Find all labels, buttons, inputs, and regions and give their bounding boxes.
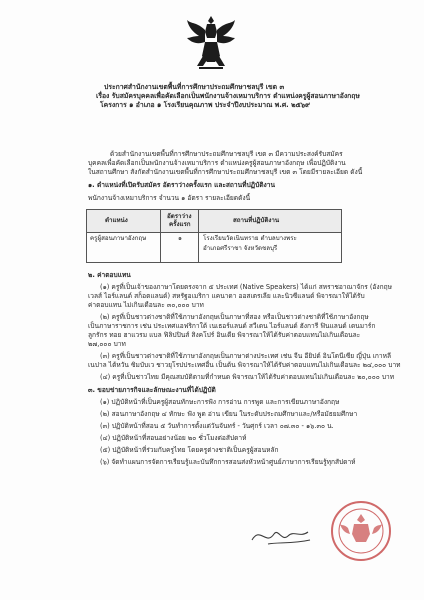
duty-line: (๔) ปฏิบัติหน้าที่สอนอย่างน้อย ๒๐ ชั่วโมงต่อสัปดาห์ xyxy=(100,434,247,442)
official-seal-icon xyxy=(330,500,392,562)
duty-line: (๓) ปฏิบัติหน้าที่สอน ๕ วันทำการตั้งแต่วันจันทร์ - วันศุกร์ เวลา ๐๗.๓๐ - ๑๖.๓๐ น. xyxy=(100,422,334,430)
compensation-line: ลูกรักร ทอย ฮาแวรม แบล ฟิลิปปินส์ สิงคโปร์ อินเดีย พิจารณาให้ได้รับค่าตอบแทนไม่เกินเดือนละ xyxy=(88,331,361,339)
intro-line: บุคคลเพื่อคัดเลือกเป็นพนักงานจ้างเหมาบริการ ตำแหน่งครูผู้สอนภาษาอังกฤษ เพื่อปฏิบัติงาน xyxy=(88,159,346,167)
section-3-title: ๓. ขอบข่ายภารกิจและลักษณะงานที่ได้ปฏิบัติ xyxy=(88,386,216,394)
compensation-line: เป็นภาษาราชการ เช่น ประเทศแอฟริกาใต้ เนเธอร์แลนด์ สวีเดน ไอร์แลนด์ ฮังการี ฟินแลนด์ เดนมาร์ก xyxy=(88,322,376,330)
section-1-title: ๑. ตำแหน่งที่เปิดรับสมัคร อัตราว่างครั้งแรก และสถานที่ปฏิบัติงาน xyxy=(88,181,275,189)
compensation-line: ๒๗,๐๐๐ บาท xyxy=(88,340,126,348)
announcement-project: โครงการ ๑ อำเภอ ๑ โรงเรียนคุณภาพ ประจำปีงบประมาณ พ.ศ. ๒๕๖๙ xyxy=(100,101,311,109)
table-header-position: ตำแหน่ง xyxy=(105,217,128,224)
duty-line: (๕) ปฏิบัติหน้าที่ร่วมกับครูไทย โดยครูต่างชาติเป็นครูผู้สอนหลัก xyxy=(100,446,279,454)
section-1-subtitle: พนักงานจ้างเหมาบริการ จำนวน ๑ อัตรา รายละเอียดดังนี้ xyxy=(88,194,251,202)
table-cell-count: ๑ xyxy=(178,235,182,242)
intro-line: ในสถานศึกษา สังกัดสำนักงานเขตพื้นที่การศึกษาประถมศึกษาชลบุรี เขต ๓ โดยมีรายละเอียด ดังนี้ xyxy=(88,168,363,176)
table-header-vacancy: อัตราว่าง xyxy=(167,213,192,220)
vacancy-table xyxy=(86,209,342,263)
duty-line: (๑) ปฏิบัติหน้าที่เป็นครูผู้สอนทักษะการฟัง การอ่าน การพูด และการเขียนภาษาอังกฤษ xyxy=(100,398,340,406)
compensation-line: (๒) ครูที่เป็นชาวต่างชาติที่ใช้ภาษาอังกฤษเป็นภาษาที่สอง หรือเป็นชาวต่างชาติที่ใช้ภาษาอังกฤษ xyxy=(100,313,369,321)
compensation-line: เนปาล ไต้หวัน ซิมบับเว ชาวยุโรปประเทศอื่น เป็นต้น พิจารณาให้ได้รับค่าตอบแทนไม่เกินเดือนละ ๒๔,๐๐๐ บาท xyxy=(88,361,401,369)
table-header-vacancy: ครั้งแรก xyxy=(169,221,191,228)
table-cell-workplace: โรงเรียนวัดเนินทราย ตำบลบางพระ xyxy=(203,235,297,242)
compensation-line: (๔) ครูที่เป็นชาวไทย มีคุณสมบัติตามที่กำหนด พิจารณาให้ได้รับค่าตอบแทนไม่เกินเดือนละ ๒๐,๐๐๐ บาท xyxy=(100,373,395,381)
table-cell-workplace: อำเภอศรีราชา จังหวัดชลบุรี xyxy=(203,245,278,252)
announcement-subject: เรื่อง รับสมัครบุคคลเพื่อคัดเลือกเป็นพนักงานจ้างเหมาบริการ ตำแหน่งครูผู้สอนภาษาอังกฤษ xyxy=(96,92,360,100)
garuda-emblem-icon xyxy=(185,14,237,70)
section-2-title: ๒. ค่าตอบแทน xyxy=(88,271,131,279)
duty-line: (๖) จัดทำแผนการจัดการเรียนรู้และบันทึกการสอนส่งหัวหน้าศูนย์ภาษาการเรียนรู้ทุกสัปดาห์ xyxy=(100,458,356,466)
compensation-line: เวลส์ ไอร์แลนด์ สก็อตแลนด์) สหรัฐอเมริกา แคนาดา ออสเตรเลีย และนิวซีแลนด์ พิจารณาให้ได้รับ xyxy=(88,292,365,300)
compensation-line: ค่าตอบแทน ไม่เกินเดือนละ ๓๐,๐๐๐ บาท xyxy=(88,301,204,309)
compensation-line: (๑) ครูที่เป็นเจ้าของภาษาโดยตรงจาก ๕ ประเทศ (Native Speakers) ได้แก่ สหราชอาณาจักร (อังกฤษ xyxy=(100,283,392,291)
announcement-title: ประกาศสำนักงานเขตพื้นที่การศึกษาประถมศึกษาชลบุรี เขต ๓ xyxy=(104,83,285,91)
table-header-workplace: สถานที่ปฏิบัติงาน xyxy=(233,217,280,224)
duty-line: (๒) สอนภาษาอังกฤษ ๔ ทักษะ ฟัง พูด อ่าน เขียน ในระดับประถมศึกษาและ/หรือมัธยมศึกษา xyxy=(100,410,358,418)
intro-line: ด้วยสำนักงานเขตพื้นที่การศึกษาประถมศึกษาชลบุรี เขต ๓ มีความประสงค์รับสมัคร xyxy=(110,150,343,158)
signature-icon xyxy=(248,520,318,550)
compensation-line: (๓) ครูที่เป็นชาวต่างชาติที่ใช้ภาษาอังกฤษเป็นภาษาต่างประเทศ เช่น จีน อียิปต์ อินโดนีเซีย ญี่ปุ่น เกาหลี xyxy=(100,352,392,360)
table-cell-position: ครูผู้สอนภาษาอังกฤษ xyxy=(90,235,147,242)
